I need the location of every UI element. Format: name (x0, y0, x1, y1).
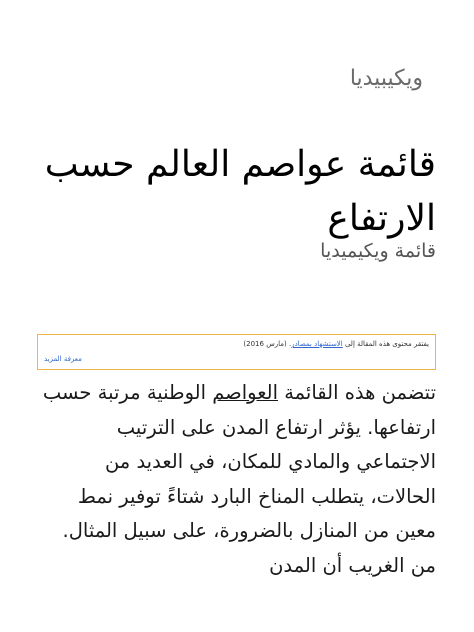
page-title: قائمة عواصم العالم حسب الارتفاع (44, 144, 436, 239)
site-name[interactable]: ويكيبيديا (349, 66, 423, 91)
notice-text-before: يفتقر محتوى هذه المقالة إلى (342, 340, 429, 348)
capitals-link[interactable]: العواصم (212, 381, 278, 404)
learn-more-link[interactable]: معرفة المزيد (44, 355, 82, 363)
article-paragraph (36, 376, 436, 583)
paragraph-text-after: الوطنية مرتبة حسب ارتفاعها. يؤثر ارتفاع المدن على الترتيب الاجتماعي والمادي للمكان، في العديد من الحالات، يتطلب المناخ البارد شتاءً توفير نمط معين من المنازل بالضرورة، على سبيل المثال. من الغريب أن المدن (42, 381, 436, 577)
paragraph-text-before: تتضمن هذه القائمة (278, 381, 436, 404)
page-subtitle: قائمة ويكيميديا (320, 240, 436, 262)
citation-link[interactable]: الاستشهاد بمصادر (291, 340, 343, 348)
notice-text-after: . (مارس 2016) (243, 340, 292, 348)
citation-notice-box (37, 334, 436, 370)
citation-notice-text (243, 340, 429, 348)
